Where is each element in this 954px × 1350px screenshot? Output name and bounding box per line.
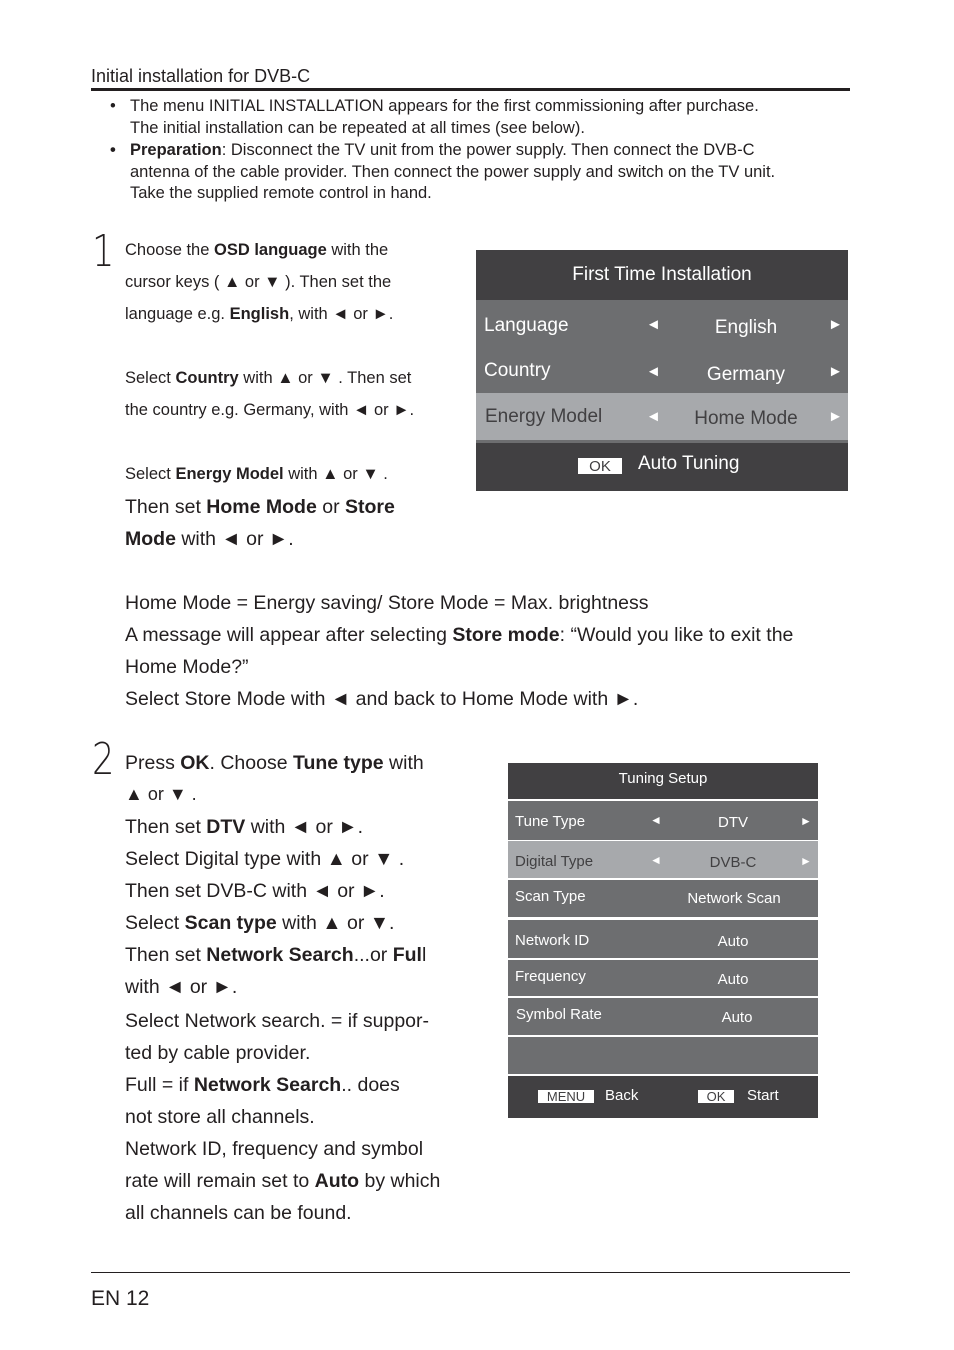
step2-line (125, 912, 394, 935)
menu-row-country[interactable] (476, 349, 848, 395)
text: , with ◄ or ►. (289, 305, 394, 323)
left-arrow-icon[interactable]: ◄ (646, 408, 661, 425)
row-label: Frequency (515, 968, 586, 985)
step2-line (125, 1170, 440, 1193)
row-value: DVB-C (709, 854, 757, 871)
bold-text: Network Search (206, 944, 354, 966)
bullet-line: Take the supplied remote control in hand. (130, 184, 432, 202)
right-arrow-icon[interactable]: ► (800, 854, 812, 868)
menu-title: First Time Installation (476, 250, 848, 300)
text: Then set (125, 816, 207, 838)
text: the country e.g. Germany, with ◄ or ►. (125, 401, 415, 419)
bullet-line-text: : Disconnect the TV unit from the power supply. Then connect the DVB-C (221, 141, 755, 159)
bold-text: Network Search (193, 1074, 342, 1096)
menu-row-energy-model[interactable] (476, 393, 848, 440)
step2-line (125, 1106, 315, 1129)
row-value: Home Mode (694, 408, 798, 429)
bold-text: Auto (314, 1170, 360, 1192)
right-arrow-icon[interactable]: ► (800, 814, 812, 828)
step1-line (125, 241, 388, 260)
row-value: Network Scan (687, 890, 781, 907)
text: not store all channels. (125, 1106, 315, 1128)
text: . Choose (209, 752, 293, 774)
step2-line (125, 944, 426, 967)
menu-footer (476, 443, 848, 491)
text: Select Network search. = if suppor- (125, 1010, 430, 1032)
step1-big-line (125, 592, 649, 615)
text: with ▲ or ▼ . Then set (238, 369, 412, 387)
step2-line (125, 1042, 310, 1065)
text: Network ID, frequency and symbol (125, 1138, 424, 1160)
text: all channels can be found. (125, 1202, 352, 1224)
row-label: Network ID (515, 932, 590, 949)
step-number: 2 (92, 734, 115, 785)
right-arrow-icon[interactable]: ► (828, 363, 843, 380)
menu-title: Tuning Setup (508, 763, 818, 799)
left-arrow-icon[interactable]: ◄ (650, 853, 662, 867)
text: Full = if (125, 1074, 194, 1096)
left-arrow-icon[interactable]: ◄ (646, 316, 661, 333)
bullet-line: The menu INITIAL INSTALLATION appears for the first commissioning after purchase. (130, 97, 759, 115)
menu-row-empty (508, 1037, 818, 1074)
menu-row-network-id[interactable] (508, 920, 818, 958)
left-arrow-icon[interactable]: ◄ (650, 813, 662, 827)
bullet-line: The initial installation can be repeated at all times (see below). (130, 118, 585, 137)
bold-text: Scan type (184, 912, 277, 934)
step1-big-line (125, 496, 395, 519)
text: Select (125, 465, 176, 483)
text: with the (326, 241, 389, 259)
menu-row-symbol-rate[interactable] (508, 998, 818, 1035)
bold-text: Store mode (452, 624, 560, 646)
text: or (316, 496, 345, 518)
text: with ◄ or ►. (245, 816, 364, 838)
step2-line (125, 848, 404, 871)
step2-line (125, 816, 363, 839)
text: A message will appear after selecting (125, 624, 453, 646)
bold-text: Tune type (292, 752, 384, 774)
text: cursor keys ( ▲ or ▼ ). Then set the (125, 273, 392, 291)
bullet-mark: • (110, 97, 116, 115)
bold-text: Mode (125, 528, 176, 550)
right-arrow-icon[interactable]: ► (828, 316, 843, 333)
text: with (383, 752, 424, 774)
bullet-line: antenna of the cable provider. Then connect the power supply and switch on the TV unit. (130, 162, 776, 181)
bullet-bold: Preparation (130, 141, 222, 159)
menu-row-scan-type[interactable] (508, 880, 818, 917)
text: Home Mode = Energy saving/ Store Mode = Max. brightness (125, 592, 649, 614)
row-label: Country (484, 360, 551, 381)
text: Select (125, 912, 185, 934)
step1-line (125, 465, 388, 484)
menu-row-tune-type[interactable] (508, 801, 818, 840)
step1-big-line (125, 656, 249, 679)
text: l (421, 944, 427, 966)
step2-line (125, 752, 424, 775)
text: language e.g. (125, 305, 230, 323)
text: .. does (341, 1074, 400, 1096)
text: Choose the (125, 241, 214, 259)
row-value: DTV (718, 814, 748, 831)
bold-text: DTV (206, 816, 246, 838)
right-arrow-icon[interactable]: ► (828, 408, 843, 425)
text: ...or (353, 944, 393, 966)
row-label: Digital Type (515, 853, 594, 870)
row-value: English (714, 317, 778, 338)
menu-row-digital-type[interactable] (508, 841, 818, 878)
bold-text: Home Mode (206, 496, 317, 518)
bold-text: Energy Model (175, 465, 284, 483)
step1-big-line (125, 688, 638, 711)
text: Press (125, 752, 181, 774)
text: Home Mode?” (125, 656, 249, 678)
menu-row-frequency[interactable] (508, 960, 818, 996)
bold-text: Country (175, 369, 239, 387)
step2-line (125, 880, 385, 903)
auto-tuning-label[interactable]: Auto Tuning (638, 453, 740, 474)
menu-row-language[interactable] (476, 303, 848, 349)
step1-line (125, 305, 393, 324)
text: ted by cable provider. (125, 1042, 311, 1064)
row-value: Auto (717, 933, 749, 950)
text: : “Would you like to exit the (559, 624, 794, 646)
text: with ◄ or ►. (125, 976, 238, 998)
bold-text: OSD language (213, 241, 327, 259)
step1-line (125, 273, 391, 292)
footer-rule (91, 1272, 850, 1273)
step2-line (125, 1138, 423, 1161)
row-label: Tune Type (515, 813, 586, 830)
row-value: Germany (706, 364, 786, 385)
ok-key[interactable]: OK (578, 458, 622, 474)
row-label: Energy Model (485, 406, 603, 427)
bold-text: Store (345, 496, 395, 518)
text: Select Store Mode with ◄ and back to Home Mode with ►. (125, 688, 639, 710)
step2-line (125, 1074, 400, 1097)
text: Select Digital type with ▲ or ▼ . (125, 848, 405, 870)
step2-line (125, 784, 197, 805)
text: with ▲ or ▼ . (283, 465, 388, 483)
bullet-line (130, 140, 849, 162)
text: with ◄ or ►. (175, 528, 294, 550)
text: Then set (125, 944, 207, 966)
back-label[interactable]: Back (605, 1087, 639, 1104)
text: ▲ or ▼ . (125, 784, 197, 804)
row-label: Symbol Rate (516, 1006, 602, 1023)
bold-text: Ful (392, 944, 422, 966)
bullet-mark: • (110, 141, 116, 159)
row-label: Scan Type (515, 888, 586, 905)
bold-text: OK (180, 752, 210, 774)
step1-line (125, 401, 414, 420)
first-time-installation-menu (476, 250, 848, 491)
menu-key[interactable]: MENU (538, 1090, 594, 1103)
ok-key[interactable]: OK (698, 1090, 734, 1103)
step2-line (125, 976, 237, 999)
step2-line (125, 1202, 352, 1225)
text: by which (359, 1170, 441, 1192)
step-number: 1 (92, 226, 115, 277)
bold-text: English (229, 305, 290, 323)
start-label[interactable]: Start (747, 1087, 779, 1104)
step1-line (125, 369, 411, 388)
text: Then set (125, 496, 207, 518)
page-number: EN 12 (91, 1287, 150, 1310)
text: Select (125, 369, 176, 387)
text: rate will remain set to (125, 1170, 315, 1192)
step2-line (125, 1010, 429, 1033)
row-value: Auto (721, 1009, 753, 1026)
left-arrow-icon[interactable]: ◄ (646, 363, 661, 380)
row-label: Language (484, 315, 569, 336)
row-value: Auto (717, 971, 749, 988)
text: Then set DVB-C with ◄ or ►. (125, 880, 385, 902)
step1-big-line (125, 528, 294, 551)
section-title: Initial installation for DVB-C (91, 66, 311, 86)
text: with ▲ or ▼. (276, 912, 395, 934)
step1-big-line (125, 624, 793, 647)
tuning-setup-menu (508, 763, 818, 1118)
header-rule (91, 88, 850, 91)
menu-footer (508, 1076, 818, 1118)
